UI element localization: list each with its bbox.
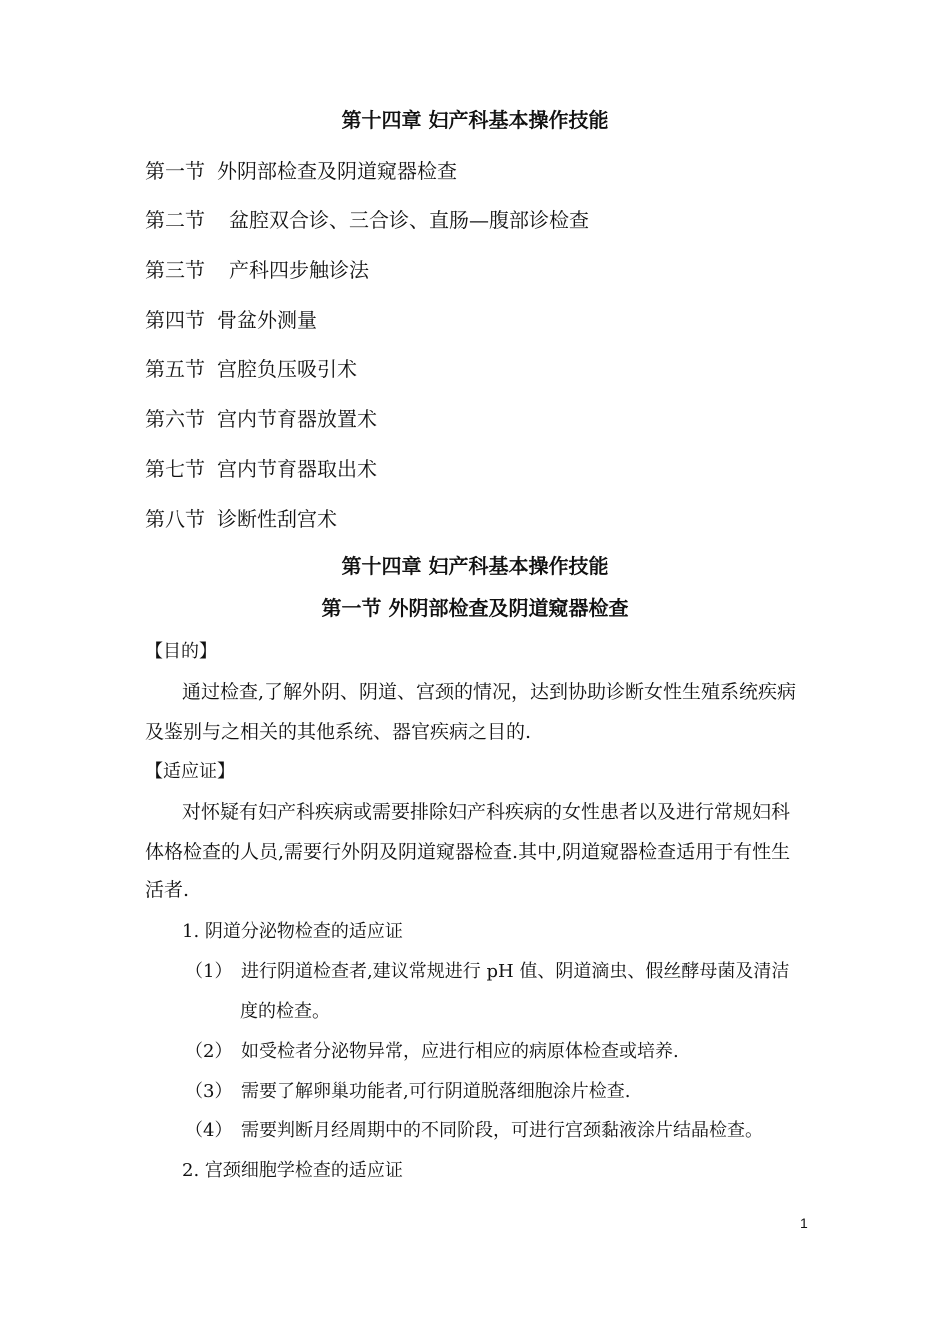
list-item-text: 需要判断月经周期中的不同阶段，可进行宫颈黏液涂片结晶检查。	[241, 1120, 763, 1141]
list-item	[185, 1078, 630, 1106]
toc-item-num: 第四节	[145, 308, 205, 332]
toc-item	[145, 256, 369, 284]
toc-item-num: 第八节	[145, 507, 205, 531]
list-item	[185, 958, 789, 986]
toc-item	[145, 157, 457, 185]
chapter-heading: 第十四章 妇产科基本操作技能	[341, 554, 609, 578]
toc-item-title: 宫腔负压吸引术	[217, 357, 357, 381]
list-item-text: 进行阴道检查者,建议常规进行 pH 值、阴道滴虫、假丝酵母菌及清洁	[241, 961, 790, 982]
toc-item	[145, 455, 377, 483]
page-number: 1	[800, 1215, 808, 1231]
toc-item-num: 第六节	[145, 407, 205, 431]
indication-label: 【适应证】	[145, 761, 235, 782]
list-item-heading: 2. 宫颈细胞学检查的适应证	[182, 1160, 403, 1181]
list-item-text: 如受检者分泌物异常，应进行相应的病原体检查或培养.	[241, 1041, 679, 1062]
list-item-text: 需要了解卵巢功能者,可行阴道脱落细胞涂片检查.	[241, 1081, 631, 1102]
indication-text-line: 体格检查的人员,需要行外阴及阴道窥器检查.其中,阴道窥器检查适用于有性生	[145, 841, 791, 863]
section-heading: 第一节 外阴部检查及阴道窥器检查	[321, 596, 629, 620]
toc-item-num: 第一节	[145, 159, 205, 183]
toc-item-num: 第七节	[145, 457, 205, 481]
list-item-heading: 1. 阴道分泌物检查的适应证	[182, 921, 403, 942]
toc-item	[145, 405, 377, 433]
list-item-num: （4）	[185, 1120, 233, 1141]
toc-item	[145, 355, 357, 383]
toc-item-title: 宫内节育器放置术	[217, 407, 377, 431]
list-item-num: （2）	[185, 1041, 233, 1062]
list-item-continuation: 度的检查。	[240, 1001, 330, 1022]
purpose-text-line: 通过检查,了解外阴、阴道、宫颈的情况，达到协助诊断女性生殖系统疾病	[182, 681, 797, 703]
purpose-text-line: 及鉴别与之相关的其他系统、器官疾病之目的.	[145, 721, 532, 743]
list-item-num: （3）	[185, 1081, 233, 1102]
toc-item-title: 骨盆外测量	[217, 308, 317, 332]
toc-item-title: 产科四步触诊法	[229, 258, 369, 282]
toc-item-num: 第五节	[145, 357, 205, 381]
list-item	[185, 1117, 763, 1145]
toc-item-title: 宫内节育器取出术	[217, 457, 377, 481]
indication-text-line: 活者.	[145, 879, 190, 901]
toc-item	[145, 505, 337, 533]
toc-item	[145, 206, 589, 234]
list-item	[185, 1038, 679, 1066]
indication-text-line: 对怀疑有妇产科疾病或需要排除妇产科疾病的女性患者以及进行常规妇科	[182, 801, 791, 823]
list-item-num: （1）	[185, 961, 233, 982]
toc-item-title: 盆腔双合诊、三合诊、直肠—腹部诊检查	[229, 208, 589, 232]
toc-item-title: 外阴部检查及阴道窥器检查	[217, 159, 457, 183]
toc-item-num: 第三节	[145, 258, 205, 282]
chapter-title: 第十四章 妇产科基本操作技能	[341, 108, 609, 132]
toc-item	[145, 306, 317, 334]
purpose-label: 【目的】	[145, 641, 217, 662]
toc-item-num: 第二节	[145, 208, 205, 232]
toc-item-title: 诊断性刮宫术	[217, 507, 337, 531]
